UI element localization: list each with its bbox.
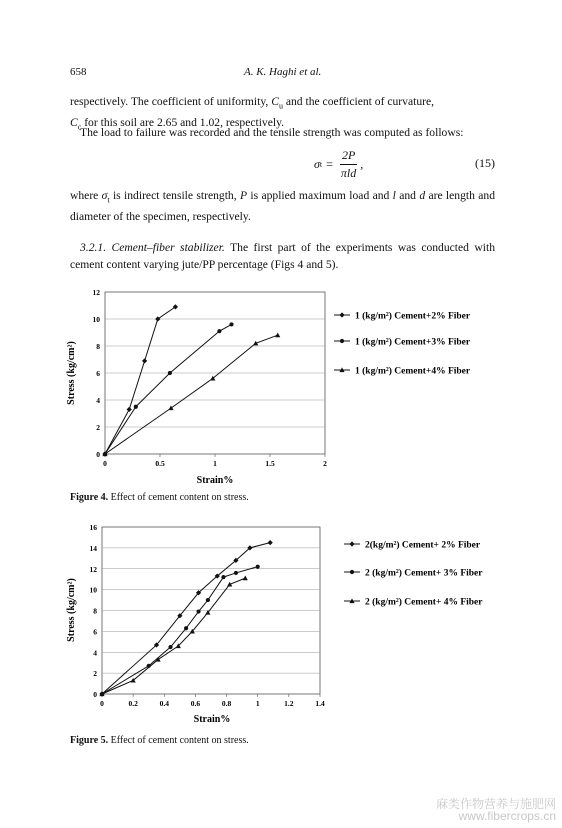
x-tick-label: 1 — [213, 459, 217, 468]
y-tick-label: 6 — [93, 627, 97, 637]
x-tick-labels — [100, 699, 325, 708]
legend-label: 2 (kg/m²) Cement+ 3% Fiber — [365, 568, 483, 579]
paragraph-load: The load to failure was recorded and the tensile strength was computed as follows: — [80, 126, 464, 139]
legend-label: 2(kg/m²) Cement+ 2% Fiber — [365, 540, 481, 551]
y-tick-label: 6 — [96, 369, 100, 378]
y-tick-label: 12 — [89, 564, 97, 574]
data-point — [349, 541, 354, 546]
section-paragraph: 3.2.1. Cement–fiber stabilizer. The first part of the experiments was conducted with cement content varying jute/PP percentage (Figs 4 and 5). — [70, 241, 496, 271]
equation-15: σ t = $\frac{2P}{\text{πld}}$ , (15) — [314, 147, 495, 180]
y-tick-label: 8 — [96, 342, 100, 351]
y-tick-labels — [93, 288, 101, 459]
figure-5-caption: Figure 5. Effect of cement content on stress. — [70, 735, 249, 746]
figure-4-chart — [64, 284, 504, 489]
data-point — [196, 609, 200, 613]
y-tick-label: 0 — [93, 690, 97, 699]
equation-number: (15) — [475, 156, 495, 170]
y-tick-label: 4 — [93, 648, 97, 658]
watermark-url: www.fibercrops.cn — [458, 809, 556, 823]
x-tick-label: 1.5 — [265, 459, 275, 468]
y-tick-label: 16 — [89, 523, 97, 532]
data-point — [217, 329, 221, 333]
x-tick-labels — [103, 459, 327, 468]
data-point — [256, 565, 260, 569]
data-point — [168, 371, 172, 375]
x-tick-label: 0.5 — [155, 459, 165, 468]
y-tick-label: 14 — [89, 543, 97, 553]
y-tick-label: 10 — [92, 315, 100, 324]
x-tick-label: 0.8 — [221, 699, 232, 708]
x-tick-label: 1 — [255, 699, 260, 708]
data-point — [229, 322, 233, 326]
section-heading: 3.2.1. Cement–fiber stabilizer. — [80, 241, 225, 254]
y-tick-label: 2 — [96, 423, 100, 432]
legend-label: 1 (kg/m²) Cement+2% Fiber — [355, 311, 471, 322]
data-point — [340, 339, 344, 343]
data-point — [134, 405, 138, 409]
y-tick-label: 8 — [93, 606, 97, 616]
y-tick-label: 0 — [96, 450, 100, 459]
y-tick-labels — [90, 523, 98, 699]
running-title: A. K. Haghi et al. — [244, 66, 322, 78]
y-tick-label: 2 — [93, 669, 97, 679]
figure-4-caption: Figure 4. Effect of cement content on stress. — [70, 492, 249, 503]
data-point — [168, 645, 172, 649]
data-point — [339, 312, 344, 317]
x-tick-label: 2 — [323, 459, 327, 468]
y-tick-label: 12 — [92, 288, 100, 297]
x-tick-label: 0 — [103, 459, 107, 468]
x-tick-label: 0 — [100, 699, 104, 708]
x-axis-label: Strain% — [196, 475, 234, 486]
y-tick-label: 10 — [89, 585, 97, 595]
x-tick-label: 0.2 — [128, 699, 138, 708]
paragraph-definitions: where $\sigma_t$ is indirect tensile strength, P is applied maximum load and l and d are length and diameter of the specimen, respectively. — [70, 189, 495, 223]
x-axis-label: Strain% — [193, 714, 231, 725]
data-point — [184, 626, 188, 630]
x-tick-label: 1.2 — [284, 699, 294, 708]
data-point — [234, 571, 238, 575]
watermark-cn: 麻类作物营养与施肥网 — [435, 797, 556, 811]
x-tick-label: 0.4 — [159, 699, 169, 708]
legend — [334, 311, 471, 377]
x-tick-label: 1.4 — [315, 699, 325, 708]
legend-label: 1 (kg/m²) Cement+4% Fiber — [355, 366, 471, 377]
data-point — [221, 575, 225, 579]
legend-label: 2 (kg/m²) Cement+ 4% Fiber — [365, 597, 483, 608]
data-point — [350, 570, 354, 574]
x-tick-label: 0.6 — [190, 699, 201, 708]
legend — [344, 540, 483, 608]
page-number: 658 — [70, 66, 87, 78]
paragraph-coefficients: respectively. The coefficient of uniformity, $C_u$ and the coefficient of curvature, $C_c$ for this soil are 2.65 and 1.02, respectively. — [70, 95, 435, 132]
figure-5-chart — [64, 520, 504, 730]
equation-fraction: $\frac{2P}{\text{πld}}$ — [340, 147, 357, 180]
y-axis-label: Stress (kg/cm²) — [66, 578, 77, 642]
y-axis-label: Stress (kg/cm²) — [66, 341, 77, 405]
y-tick-label: 4 — [96, 396, 100, 405]
legend-label: 1 (kg/m²) Cement+3% Fiber — [355, 337, 471, 348]
data-point — [206, 598, 210, 602]
